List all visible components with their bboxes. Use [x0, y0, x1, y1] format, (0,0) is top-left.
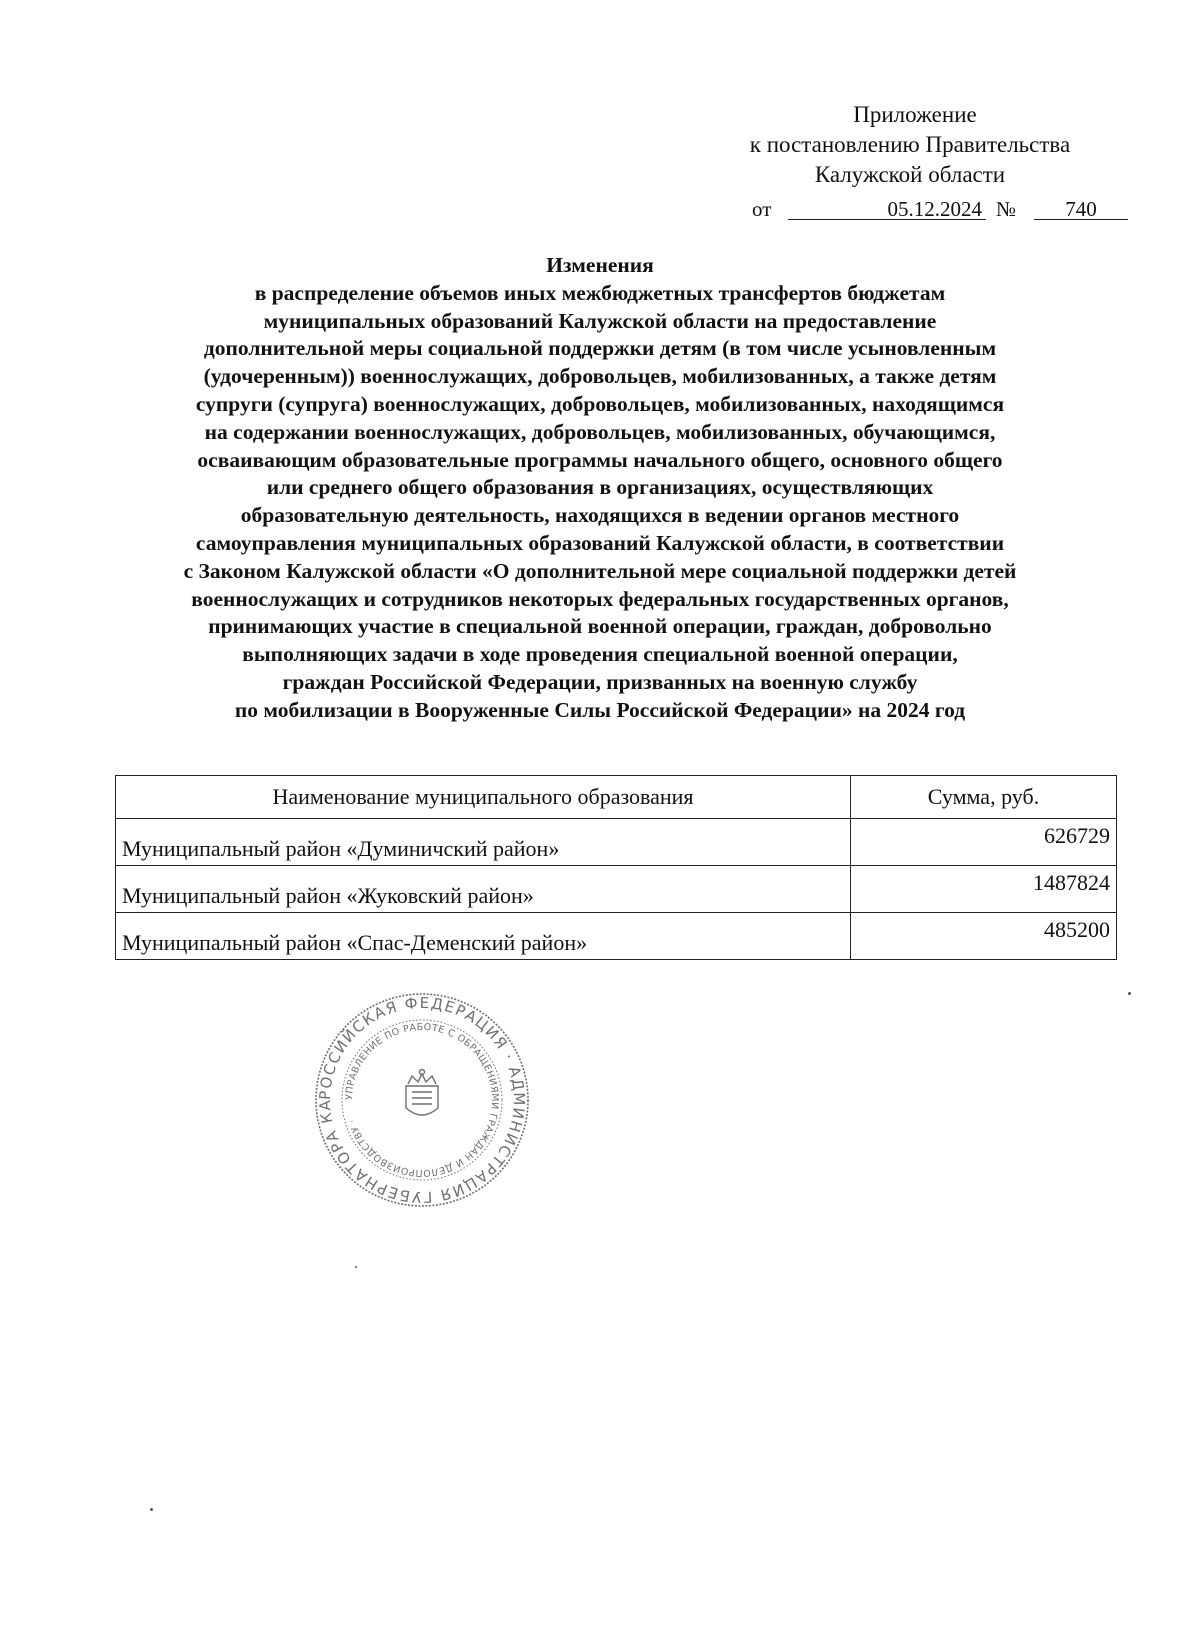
appendix-region: Калужской области	[814, 162, 1006, 187]
title-line: или среднего общего образования в организациях, осуществляющих	[266, 475, 934, 500]
stamp-seal-icon	[312, 990, 532, 1210]
title-line: супруги (супруга) военнослужащих, добровольцев, мобилизованных, находящимся	[195, 391, 1005, 416]
amount-value: 626729	[851, 819, 1117, 866]
resolution-number: 740	[1034, 194, 1128, 220]
title-line: дополнительной меры социальной поддержки детям (в том числе усыновленным	[203, 336, 997, 361]
stamp-outer-text: РОССИЙСКАЯ ФЕДЕРАЦИЯ · АДМИНИСТРАЦИЯ ГУБЕРНАТОРА КА	[315, 993, 529, 1207]
title-line: (удочеренным)) военнослужащих, добровольцев, мобилизованных, а также детям	[203, 364, 997, 389]
title-line: осваивающим образовательные программы начального общего, основного общего	[197, 447, 1003, 472]
title-heading: Изменения	[546, 253, 654, 277]
coat-of-arms-icon	[406, 1070, 438, 1116]
date-prefix: от	[752, 197, 772, 221]
scan-speck	[1128, 992, 1131, 995]
table-header-row	[116, 776, 1117, 819]
official-stamp	[312, 990, 532, 1210]
stamp-inner-ring	[342, 1020, 502, 1180]
title-line: по мобилизации в Вооруженные Силы Российской Федерации» на 2024 год	[234, 697, 966, 722]
municipality-name: Муниципальный район «Жуковский район»	[116, 866, 851, 913]
scan-speck	[355, 1266, 357, 1268]
stamp-inner-text: УПРАВЛЕНИЕ ПО РАБОТЕ С ОБРАЩЕНИЯМИ ГРАЖДАН И ДЕЛОПРОИЗВОДСТВУ ·	[343, 1021, 501, 1179]
amount-value: 485200	[851, 913, 1117, 960]
title-line: на содержании военнослужащих, добровольцев, мобилизованных, обучающимся,	[204, 419, 996, 444]
title-line: с Законом Калужской области «О дополнительной мере социальной поддержки детей	[183, 558, 1017, 583]
table-row	[116, 913, 1117, 960]
appendix-title: Приложение	[853, 102, 977, 127]
table-row	[116, 866, 1117, 913]
table-row	[116, 819, 1117, 866]
appendix-resolution-ref: к постановлению Правительства	[749, 132, 1071, 157]
title-line: самоуправления муниципальных образований Калужской области, в соответствии	[195, 530, 1005, 555]
transfer-amounts-table	[115, 775, 1117, 960]
municipality-name: Муниципальный район «Думиничский район»	[116, 819, 851, 866]
header-amount: Сумма, руб.	[851, 776, 1117, 819]
scan-speck	[150, 1508, 153, 1511]
municipality-name: Муниципальный район «Спас-Деменский район»	[116, 913, 851, 960]
number-sign: №	[996, 197, 1017, 221]
title-line: принимающих участие в специальной военной операции, граждан, добровольно	[208, 614, 992, 639]
title-line: в распределение объемов иных межбюджетных трансфертов бюджетам	[254, 280, 946, 305]
resolution-date-line	[752, 194, 1132, 224]
title-line: муниципальных образований Калужской области на предоставление	[263, 308, 937, 333]
amount-value: 1487824	[851, 866, 1117, 913]
title-line: образовательную деятельность, находящихся в ведении органов местного	[240, 503, 960, 528]
appendix-header	[700, 100, 1120, 190]
header-municipality: Наименование муниципального образования	[116, 776, 851, 819]
document-title	[100, 252, 1100, 725]
title-line: выполняющих задачи в ходе проведения специальной военной операции,	[242, 642, 958, 667]
title-line: граждан Российской Федерации, призванных на военную службу	[282, 669, 918, 694]
resolution-date: 05.12.2024	[788, 194, 986, 220]
title-line: военнослужащих и сотрудников некоторых федеральных государственных органов,	[191, 586, 1009, 611]
